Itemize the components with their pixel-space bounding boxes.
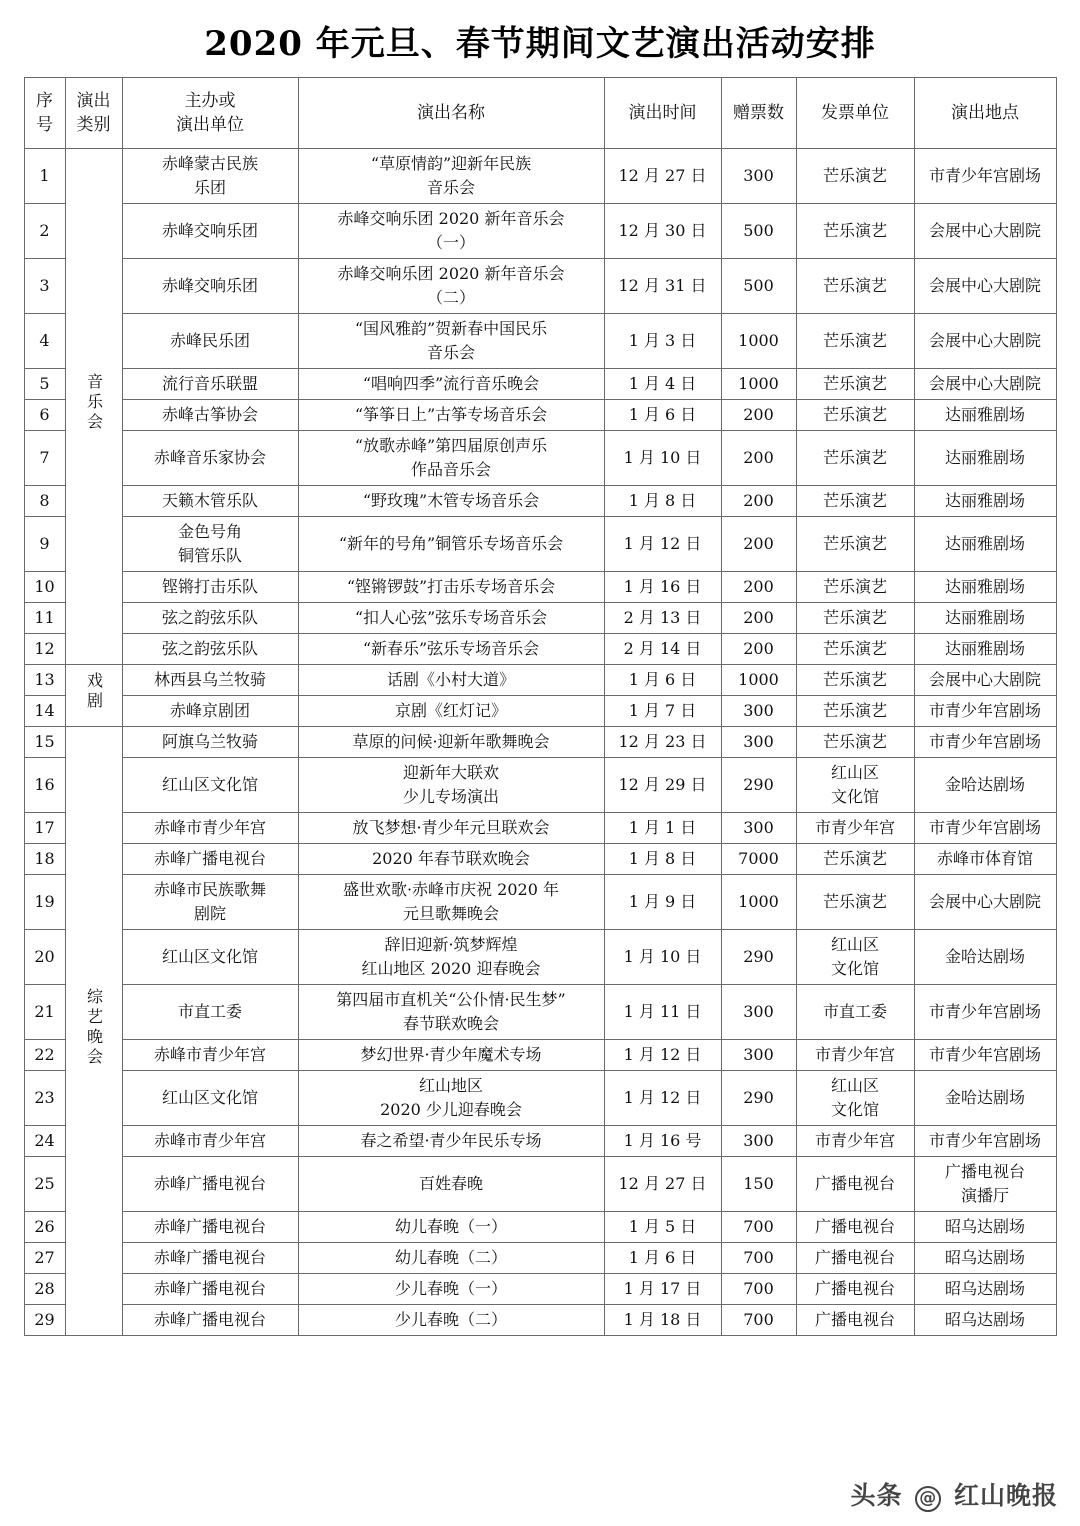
cell-performance-name-line: 音乐会	[426, 343, 475, 363]
cell-invoice-unit: 芒乐演艺	[796, 517, 914, 572]
cell-free-tickets: 300	[721, 149, 796, 204]
header-organizer-line1: 主办或	[184, 90, 236, 111]
table-row	[24, 1157, 1056, 1212]
cell-index: 3	[24, 259, 65, 314]
cell-performance-name-line: 春节联欢晚会	[402, 1014, 499, 1034]
cell-free-tickets: 300	[721, 1126, 796, 1157]
cell-index: 10	[24, 572, 65, 603]
cell-invoice-unit: 广播电视台	[796, 1212, 914, 1243]
cell-performance-name	[298, 314, 604, 369]
cell-invoice-unit: 市青少年宫	[796, 813, 914, 844]
table-row	[24, 875, 1056, 930]
cell-invoice-unit: 广播电视台	[796, 1274, 914, 1305]
cell-index: 15	[24, 727, 65, 758]
cell-invoice-unit: 广播电视台	[796, 1243, 914, 1274]
cell-venue: 达丽雅剧场	[914, 603, 1056, 634]
column-header-organizer	[122, 78, 298, 149]
cell-index: 20	[24, 930, 65, 985]
cell-invoice-unit: 芒乐演艺	[796, 634, 914, 665]
cell-venue: 会展中心大剧院	[914, 204, 1056, 259]
cell-performance-time: 1 月 17 日	[604, 1274, 721, 1305]
cell-free-tickets: 290	[721, 930, 796, 985]
cell-performance-name: “筝筝日上”古筝专场音乐会	[298, 400, 604, 431]
cell-organizer: 赤峰广播电视台	[122, 1243, 298, 1274]
cell-venue: 金哈达剧场	[914, 930, 1056, 985]
cell-performance-time: 1 月 12 日	[604, 517, 721, 572]
cell-performance-name: “新春乐”弦乐专场音乐会	[298, 634, 604, 665]
cell-index: 17	[24, 813, 65, 844]
cell-index: 18	[24, 844, 65, 875]
column-header-free-tickets: 赠票数	[721, 78, 796, 149]
cell-index: 7	[24, 431, 65, 486]
cell-performance-name-line: 盛世欢歌·赤峰市庆祝 2020 年	[343, 880, 559, 900]
cell-performance-name	[298, 149, 604, 204]
cell-free-tickets: 700	[721, 1305, 796, 1336]
cell-performance-name-line: “国风雅韵”贺新春中国民乐	[354, 319, 548, 339]
cell-performance-name-line: 迎新年大联欢	[402, 763, 499, 783]
cell-venue: 达丽雅剧场	[914, 517, 1056, 572]
cell-invoice-unit: 芒乐演艺	[796, 486, 914, 517]
cell-performance-name: “新年的号角”铜管乐专场音乐会	[298, 517, 604, 572]
cell-performance-time: 12 月 30 日	[604, 204, 721, 259]
cell-performance-name-line: 赤峰交响乐团 2020 新年音乐会	[337, 209, 565, 229]
cell-free-tickets: 290	[721, 1071, 796, 1126]
cell-free-tickets: 300	[721, 696, 796, 727]
cell-performance-name: 草原的问候·迎新年歌舞晚会	[298, 727, 604, 758]
cell-performance-time: 1 月 8 日	[604, 844, 721, 875]
cell-invoice-unit: 芒乐演艺	[796, 696, 914, 727]
cell-performance-name-line: 辞旧迎新·筑梦辉煌	[384, 935, 518, 955]
cell-performance-name	[298, 431, 604, 486]
cell-organizer-line: 赤峰蒙古民族	[161, 154, 258, 174]
cell-free-tickets: 1000	[721, 665, 796, 696]
cell-performance-time: 12 月 23 日	[604, 727, 721, 758]
cell-organizer: 弦之韵弦乐队	[122, 634, 298, 665]
cell-venue: 市青少年宫剧场	[914, 149, 1056, 204]
cell-performance-name-line: （一）	[426, 233, 475, 253]
cell-free-tickets: 300	[721, 813, 796, 844]
cell-venue-line: 广播电视台	[944, 1162, 1025, 1182]
cell-venue-line: 演播厅	[960, 1186, 1009, 1206]
performance-schedule-table	[24, 77, 1057, 1336]
cell-performance-name: “扣人心弦”弦乐专场音乐会	[298, 603, 604, 634]
cell-organizer	[122, 875, 298, 930]
cell-organizer: 阿旗乌兰牧骑	[122, 727, 298, 758]
cell-venue: 市青少年宫剧场	[914, 696, 1056, 727]
table-row	[24, 1274, 1056, 1305]
cell-performance-name: “铿锵锣鼓”打击乐专场音乐会	[298, 572, 604, 603]
cell-free-tickets: 200	[721, 634, 796, 665]
cell-performance-name-line: 2020 少儿迎春晚会	[380, 1100, 522, 1120]
watermark-prefix: 头条	[850, 1481, 903, 1510]
cell-venue: 赤峰市体育馆	[914, 844, 1056, 875]
page-title: 2020 年元旦、春节期间文艺演出活动安排	[204, 24, 876, 64]
table-row	[24, 1243, 1056, 1274]
cell-performance-name: 幼儿春晚（二）	[298, 1243, 604, 1274]
cell-performance-name-line: 红山地区	[418, 1076, 483, 1096]
cell-performance-time: 1 月 10 日	[604, 930, 721, 985]
cell-performance-name: 话剧《小村大道》	[298, 665, 604, 696]
cell-organizer: 赤峰广播电视台	[122, 1157, 298, 1212]
cell-free-tickets: 200	[721, 572, 796, 603]
cell-organizer: 赤峰市青少年宫	[122, 1126, 298, 1157]
cell-organizer-line: 铜管乐队	[177, 546, 242, 566]
cell-venue: 达丽雅剧场	[914, 486, 1056, 517]
cell-venue: 市青少年宫剧场	[914, 1126, 1056, 1157]
cell-performance-time: 1 月 6 日	[604, 665, 721, 696]
cell-performance-name	[298, 1071, 604, 1126]
cell-index: 8	[24, 486, 65, 517]
cell-performance-time: 1 月 6 日	[604, 400, 721, 431]
cell-free-tickets: 500	[721, 204, 796, 259]
watermark	[851, 1476, 1058, 1512]
cell-organizer: 红山区文化馆	[122, 1071, 298, 1126]
cell-invoice-unit: 芒乐演艺	[796, 665, 914, 696]
cell-free-tickets: 290	[721, 758, 796, 813]
cell-performance-name	[298, 204, 604, 259]
table-row	[24, 431, 1056, 486]
cell-venue: 达丽雅剧场	[914, 634, 1056, 665]
cell-performance-name-line: “放歌赤峰”第四届原创声乐	[354, 436, 548, 456]
cell-performance-name-line: 音乐会	[426, 178, 475, 198]
cell-invoice-unit-line: 红山区	[830, 935, 879, 955]
column-header-index	[24, 78, 65, 149]
cell-free-tickets: 1000	[721, 875, 796, 930]
cell-free-tickets: 1000	[721, 314, 796, 369]
cell-invoice-unit: 芒乐演艺	[796, 314, 914, 369]
category-label: 综艺晚会	[84, 987, 104, 1068]
cell-performance-name: 百姓春晚	[298, 1157, 604, 1212]
table-row	[24, 149, 1056, 204]
cell-organizer-line: 剧院	[193, 904, 226, 924]
cell-invoice-unit: 芒乐演艺	[796, 875, 914, 930]
cell-performance-time: 1 月 1 日	[604, 813, 721, 844]
cell-organizer: 赤峰广播电视台	[122, 1212, 298, 1243]
cell-venue: 会展中心大剧院	[914, 314, 1056, 369]
category-label: 音乐会	[84, 373, 104, 434]
cell-performance-name	[298, 985, 604, 1040]
table-row	[24, 517, 1056, 572]
cell-free-tickets: 200	[721, 486, 796, 517]
cell-performance-time: 1 月 11 日	[604, 985, 721, 1040]
cell-venue: 会展中心大剧院	[914, 259, 1056, 314]
cell-performance-name	[298, 875, 604, 930]
cell-invoice-unit: 芒乐演艺	[796, 204, 914, 259]
cell-index: 2	[24, 204, 65, 259]
cell-free-tickets: 500	[721, 259, 796, 314]
cell-invoice-unit	[796, 930, 914, 985]
cell-performance-time: 1 月 5 日	[604, 1212, 721, 1243]
cell-index: 5	[24, 369, 65, 400]
table-row	[24, 572, 1056, 603]
table-row	[24, 1126, 1056, 1157]
cell-index: 12	[24, 634, 65, 665]
cell-venue: 市青少年宫剧场	[914, 985, 1056, 1040]
cell-index: 14	[24, 696, 65, 727]
cell-free-tickets: 7000	[721, 844, 796, 875]
cell-performance-name	[298, 930, 604, 985]
cell-index: 4	[24, 314, 65, 369]
cell-organizer: 赤峰广播电视台	[122, 1274, 298, 1305]
cell-organizer-line: 金色号角	[177, 522, 242, 542]
cell-performance-time: 1 月 3 日	[604, 314, 721, 369]
cell-venue: 市青少年宫剧场	[914, 813, 1056, 844]
cell-performance-name-line: 红山地区 2020 迎春晚会	[361, 959, 541, 979]
table-row	[24, 314, 1056, 369]
cell-free-tickets: 700	[721, 1243, 796, 1274]
table-row	[24, 758, 1056, 813]
cell-index: 27	[24, 1243, 65, 1274]
cell-index: 13	[24, 665, 65, 696]
cell-venue: 市青少年宫剧场	[914, 1040, 1056, 1071]
header-organizer-line2: 演出单位	[176, 115, 244, 136]
cell-organizer: 赤峰古筝协会	[122, 400, 298, 431]
cell-index: 9	[24, 517, 65, 572]
cell-invoice-unit-line: 文化馆	[830, 1100, 879, 1120]
table-row	[24, 813, 1056, 844]
table-body	[24, 149, 1056, 1336]
cell-organizer: 赤峰京剧团	[122, 696, 298, 727]
cell-performance-name-line: 少儿专场演出	[402, 787, 499, 807]
cell-organizer: 流行音乐联盟	[122, 369, 298, 400]
cell-invoice-unit: 广播电视台	[796, 1305, 914, 1336]
cell-performance-name-line: 第四届市直机关“公仆情·民生梦”	[336, 990, 566, 1010]
cell-index: 23	[24, 1071, 65, 1126]
cell-organizer: 赤峰市青少年宫	[122, 813, 298, 844]
table-row	[24, 696, 1056, 727]
cell-performance-name: 梦幻世界·青少年魔术专场	[298, 1040, 604, 1071]
cell-venue: 市青少年宫剧场	[914, 727, 1056, 758]
header-index-line1: 序	[36, 90, 53, 111]
cell-performance-time: 1 月 4 日	[604, 369, 721, 400]
cell-index: 11	[24, 603, 65, 634]
cell-performance-time: 12 月 27 日	[604, 1157, 721, 1212]
cell-performance-time: 1 月 16 日	[604, 572, 721, 603]
cell-organizer: 赤峰音乐家协会	[122, 431, 298, 486]
table-row	[24, 930, 1056, 985]
cell-invoice-unit: 芒乐演艺	[796, 400, 914, 431]
cell-invoice-unit: 市青少年宫	[796, 1126, 914, 1157]
cell-invoice-unit	[796, 1071, 914, 1126]
cell-venue: 昭乌达剧场	[914, 1274, 1056, 1305]
cell-venue: 会展中心大剧院	[914, 665, 1056, 696]
cell-performance-name	[298, 758, 604, 813]
cell-performance-time: 2 月 14 日	[604, 634, 721, 665]
cell-organizer: 天籁木管乐队	[122, 486, 298, 517]
table-row	[24, 400, 1056, 431]
cell-performance-time: 1 月 8 日	[604, 486, 721, 517]
cell-performance-name: 2020 年春节联欢晚会	[298, 844, 604, 875]
cell-performance-name: 放飞梦想·青少年元旦联欢会	[298, 813, 604, 844]
cell-invoice-unit	[796, 758, 914, 813]
cell-index: 19	[24, 875, 65, 930]
cell-performance-name-line: 元旦歌舞晚会	[402, 904, 499, 924]
cell-organizer	[122, 149, 298, 204]
table-row	[24, 486, 1056, 517]
cell-free-tickets: 300	[721, 1040, 796, 1071]
header-category-line2: 类别	[76, 115, 111, 136]
cell-invoice-unit: 芒乐演艺	[796, 431, 914, 486]
cell-index: 24	[24, 1126, 65, 1157]
cell-invoice-unit: 芒乐演艺	[796, 149, 914, 204]
cell-performance-time: 12 月 31 日	[604, 259, 721, 314]
header-category-line1: 演出	[76, 90, 111, 111]
column-header-category	[65, 78, 122, 149]
cell-free-tickets: 150	[721, 1157, 796, 1212]
cell-performance-name	[298, 259, 604, 314]
column-header-performance-name: 演出名称	[298, 78, 604, 149]
cell-performance-name: 少儿春晚（二）	[298, 1305, 604, 1336]
table-row	[24, 1071, 1056, 1126]
cell-category	[65, 727, 122, 1336]
cell-performance-time: 1 月 12 日	[604, 1040, 721, 1071]
cell-performance-time: 12 月 29 日	[604, 758, 721, 813]
cell-performance-name: 春之希望·青少年民乐专场	[298, 1126, 604, 1157]
cell-free-tickets: 700	[721, 1212, 796, 1243]
cell-index: 29	[24, 1305, 65, 1336]
cell-venue: 达丽雅剧场	[914, 572, 1056, 603]
cell-invoice-unit-line: 文化馆	[830, 787, 879, 807]
at-icon: @	[915, 1486, 941, 1512]
table-row	[24, 1305, 1056, 1336]
header-index-line2: 号	[36, 115, 53, 136]
cell-performance-time: 1 月 6 日	[604, 1243, 721, 1274]
table-row	[24, 634, 1056, 665]
cell-organizer-line: 赤峰市民族歌舞	[153, 880, 266, 900]
cell-venue: 达丽雅剧场	[914, 400, 1056, 431]
cell-performance-name-line: “草原情韵”迎新年民族	[370, 154, 532, 174]
cell-organizer: 市直工委	[122, 985, 298, 1040]
cell-index: 1	[24, 149, 65, 204]
cell-index: 6	[24, 400, 65, 431]
cell-performance-name-line: 作品音乐会	[410, 460, 491, 480]
cell-performance-name: 京剧《红灯记》	[298, 696, 604, 727]
cell-free-tickets: 300	[721, 727, 796, 758]
cell-free-tickets: 200	[721, 431, 796, 486]
cell-invoice-unit: 芒乐演艺	[796, 603, 914, 634]
category-label: 戏剧	[84, 672, 104, 713]
column-header-invoice-unit: 发票单位	[796, 78, 914, 149]
cell-performance-time: 1 月 10 日	[604, 431, 721, 486]
cell-performance-time: 1 月 18 日	[604, 1305, 721, 1336]
cell-index: 28	[24, 1274, 65, 1305]
table-row	[24, 844, 1056, 875]
cell-free-tickets: 700	[721, 1274, 796, 1305]
cell-venue: 金哈达剧场	[914, 1071, 1056, 1126]
cell-organizer: 林西县乌兰牧骑	[122, 665, 298, 696]
cell-invoice-unit-line: 红山区	[830, 763, 879, 783]
cell-invoice-unit: 广播电视台	[796, 1157, 914, 1212]
cell-free-tickets: 200	[721, 603, 796, 634]
column-header-performance-time: 演出时间	[604, 78, 721, 149]
cell-index: 26	[24, 1212, 65, 1243]
cell-free-tickets: 200	[721, 400, 796, 431]
table-row	[24, 369, 1056, 400]
cell-index: 16	[24, 758, 65, 813]
cell-invoice-unit: 芒乐演艺	[796, 259, 914, 314]
table-row	[24, 727, 1056, 758]
cell-organizer	[122, 517, 298, 572]
cell-organizer-line: 乐团	[193, 178, 226, 198]
cell-organizer: 红山区文化馆	[122, 758, 298, 813]
cell-performance-name: 少儿春晚（一）	[298, 1274, 604, 1305]
cell-organizer: 弦之韵弦乐队	[122, 603, 298, 634]
cell-organizer: 赤峰交响乐团	[122, 204, 298, 259]
cell-category	[65, 665, 122, 727]
cell-venue: 达丽雅剧场	[914, 431, 1056, 486]
cell-invoice-unit: 芒乐演艺	[796, 572, 914, 603]
watermark-source: 红山晚报	[953, 1481, 1058, 1510]
table-row	[24, 665, 1056, 696]
cell-performance-name: 幼儿春晚（一）	[298, 1212, 604, 1243]
cell-free-tickets: 1000	[721, 369, 796, 400]
table-row	[24, 985, 1056, 1040]
table-header	[24, 78, 1056, 149]
cell-invoice-unit: 芒乐演艺	[796, 369, 914, 400]
cell-organizer: 赤峰民乐团	[122, 314, 298, 369]
column-header-venue: 演出地点	[914, 78, 1056, 149]
cell-invoice-unit: 芒乐演艺	[796, 727, 914, 758]
cell-invoice-unit-line: 文化馆	[830, 959, 879, 979]
cell-venue: 金哈达剧场	[914, 758, 1056, 813]
cell-venue: 会展中心大剧院	[914, 875, 1056, 930]
header-row	[24, 78, 1056, 149]
cell-venue: 昭乌达剧场	[914, 1212, 1056, 1243]
cell-organizer: 赤峰交响乐团	[122, 259, 298, 314]
cell-organizer: 赤峰广播电视台	[122, 844, 298, 875]
cell-venue: 昭乌达剧场	[914, 1305, 1056, 1336]
table-row	[24, 1040, 1056, 1071]
cell-free-tickets: 300	[721, 985, 796, 1040]
cell-performance-time: 1 月 16 号	[604, 1126, 721, 1157]
cell-performance-name: “唱响四季”流行音乐晚会	[298, 369, 604, 400]
cell-index: 22	[24, 1040, 65, 1071]
cell-organizer: 铿锵打击乐队	[122, 572, 298, 603]
cell-performance-time: 12 月 27 日	[604, 149, 721, 204]
cell-venue	[914, 1157, 1056, 1212]
cell-performance-name-line: （二）	[426, 288, 475, 308]
table-row	[24, 1212, 1056, 1243]
table-row	[24, 603, 1056, 634]
cell-performance-time: 1 月 12 日	[604, 1071, 721, 1126]
cell-performance-time: 1 月 9 日	[604, 875, 721, 930]
cell-organizer: 赤峰广播电视台	[122, 1305, 298, 1336]
cell-organizer: 赤峰市青少年宫	[122, 1040, 298, 1071]
table-row	[24, 259, 1056, 314]
cell-performance-time: 1 月 7 日	[604, 696, 721, 727]
cell-invoice-unit-line: 红山区	[830, 1076, 879, 1096]
cell-index: 25	[24, 1157, 65, 1212]
cell-performance-name: “野玫瑰”木管专场音乐会	[298, 486, 604, 517]
table-row	[24, 204, 1056, 259]
cell-performance-name-line: 赤峰交响乐团 2020 新年音乐会	[337, 264, 565, 284]
cell-venue: 昭乌达剧场	[914, 1243, 1056, 1274]
cell-invoice-unit: 芒乐演艺	[796, 844, 914, 875]
cell-invoice-unit: 市直工委	[796, 985, 914, 1040]
cell-organizer: 红山区文化馆	[122, 930, 298, 985]
cell-performance-time: 2 月 13 日	[604, 603, 721, 634]
cell-free-tickets: 200	[721, 517, 796, 572]
cell-index: 21	[24, 985, 65, 1040]
cell-venue: 会展中心大剧院	[914, 369, 1056, 400]
cell-category	[65, 149, 122, 665]
cell-invoice-unit: 市青少年宫	[796, 1040, 914, 1071]
